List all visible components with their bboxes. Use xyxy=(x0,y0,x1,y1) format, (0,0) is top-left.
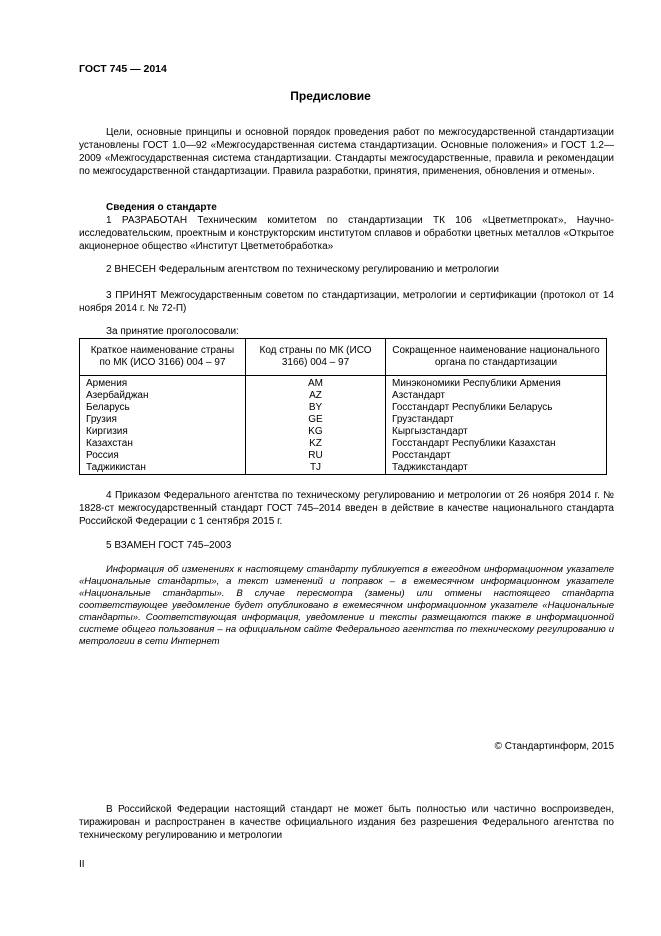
country-code: AZ xyxy=(246,390,386,402)
country-name: Россия xyxy=(80,450,246,462)
standards-body: Госстандарт Республики Беларусь xyxy=(386,402,607,414)
standards-body: Минэкономики Республики Армения xyxy=(386,376,607,391)
country-code: KZ xyxy=(246,438,386,450)
standards-body: Таджикстандарт xyxy=(386,462,607,475)
country-code: GE xyxy=(246,414,386,426)
country-code: RU xyxy=(246,450,386,462)
vote-table xyxy=(79,338,607,475)
country-code: KG xyxy=(246,426,386,438)
info-item-submitted: 2 ВНЕСЕН Федеральным агентством по техническому регулированию и метрологии xyxy=(106,264,499,275)
header-standards-body: Сокращенное наименование национального органа по стандартизации xyxy=(386,339,607,376)
document-code: ГОСТ 745 — 2014 xyxy=(79,63,167,75)
info-item-enacted: 4 Приказом Федерального агентства по техническому регулированию и метрологии от 26 ноября 2014 г. № 1828-ст межгосударственный стандарт ГОСТ 745–2014 введен в действие в качестве национального стандарта Российской Федерации с 1 сентября 2015 г. xyxy=(79,490,614,527)
standards-body: Госстандарт Республики Казахстан xyxy=(386,438,607,450)
info-item-developed: 1 РАЗРАБОТАН Техническим комитетом по стандартизации ТК 106 «Цветметпрокат», Научно-исследовательским, проектным и конструкторским институтом сплавов и обработки цветных металлов «Открытое акционерное общество «Институт Цветметобработка» xyxy=(79,215,614,252)
reproduction-notice: В Российской Федерации настоящий стандарт не может быть полностью или частично воспроизведен, тиражирован и распространен в качестве официального издания без разрешения Федерального агентства по техническому регулированию и метрологии xyxy=(79,804,614,841)
country-name: Казахстан xyxy=(80,438,246,450)
table-row xyxy=(80,438,607,450)
country-code: TJ xyxy=(246,462,386,475)
country-name: Грузия xyxy=(80,414,246,426)
page-number: II xyxy=(79,859,85,870)
preface-paragraph: Цели, основные принципы и основной порядок проведения работ по межгосударственной стандартизации установлены ГОСТ 1.0—92 «Межгосударственная система стандартизации. Основные положения» и ГОСТ 1.2—2009 «Межгосударственная система стандартизации. Стандарты межгосударственные, правила и рекомендации по межгосударственной стандартизации. Правила разработки, принятия, применения, обновления и отмены». xyxy=(79,127,614,177)
info-item-replaces: 5 ВЗАМЕН ГОСТ 745–2003 xyxy=(106,540,232,551)
country-code: AM xyxy=(246,376,386,391)
country-name: Армения xyxy=(80,376,246,391)
voted-label: За принятие проголосовали: xyxy=(106,326,239,337)
header-country-name: Краткое наименование страны по МК (ИСО 3166) 004 – 97 xyxy=(80,339,246,376)
table-row xyxy=(80,414,607,426)
info-item-adopted: 3 ПРИНЯТ Межгосударственным советом по стандартизации, метрологии и сертификации (протокол от 14 ноября 2014 г. № 72-П) xyxy=(79,290,614,314)
header-country-code: Код страны по МК (ИСО 3166) 004 – 97 xyxy=(246,339,386,376)
standards-body: Росстандарт xyxy=(386,450,607,462)
country-name: Киргизия xyxy=(80,426,246,438)
country-name: Азербайджан xyxy=(80,390,246,402)
standards-body: Азстандарт xyxy=(386,390,607,402)
standards-body: Кыргызстандарт xyxy=(386,426,607,438)
standards-body: Грузстандарт xyxy=(386,414,607,426)
vote-table-header-row xyxy=(80,339,607,376)
copyright: © Стандартинформ, 2015 xyxy=(494,741,614,752)
page-title: Предисловие xyxy=(290,89,371,103)
country-name: Беларусь xyxy=(80,402,246,414)
table-row xyxy=(80,426,607,438)
country-code: BY xyxy=(246,402,386,414)
table-row xyxy=(80,376,607,391)
country-name: Таджикистан xyxy=(80,462,246,475)
table-row xyxy=(80,390,607,402)
table-row xyxy=(80,402,607,414)
changes-notice: Информация об изменениях к настоящему стандарту публикуется в ежегодном информационном указателе «Национальные стандарты», а текст изменений и поправок – в ежемесячном информационном указателе «Национальные стандарты». В случае пересмотра (замены) или отмены настоящего стандарта соответствующее уведомление будет опубликовано в ежемесячном информационном указателе «Национальные стандарты». Соответствующая информация, уведомление и тексты размещаются также в информационной системе общего пользования – на официальном сайте Федерального агентства по техническому регулированию и метрологии в сети Интернет xyxy=(79,564,614,647)
info-heading: Сведения о стандарте xyxy=(106,202,217,213)
table-row xyxy=(80,462,607,475)
table-row xyxy=(80,450,607,462)
